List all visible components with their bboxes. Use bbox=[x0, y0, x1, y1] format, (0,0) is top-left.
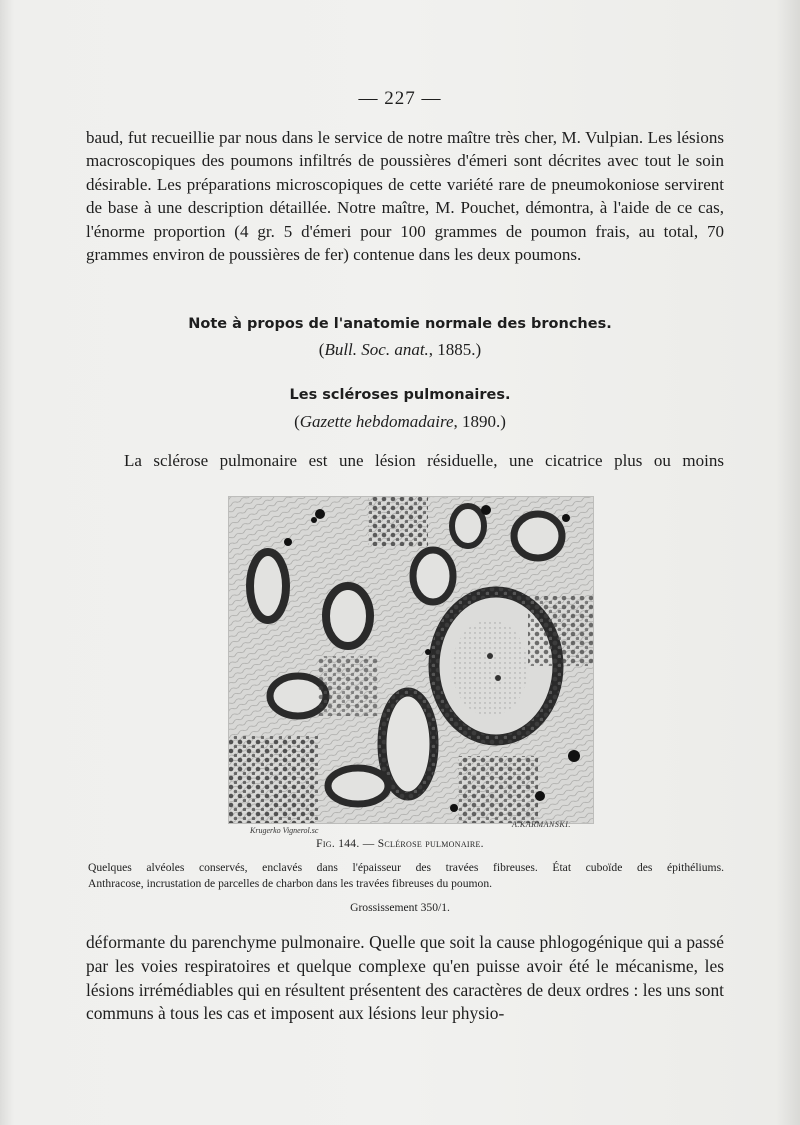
figure-magnification: Grossissement 350/1. bbox=[350, 901, 450, 914]
figure-caption bbox=[0, 838, 800, 850]
citation-open: ( bbox=[318, 340, 325, 359]
citation-close: ) bbox=[475, 340, 482, 359]
section-title-scleroses: Les scléroses pulmonaires. bbox=[289, 387, 511, 403]
section-citation-bronches bbox=[0, 340, 800, 360]
citation-journal: Gazette hebdomadaire bbox=[299, 412, 454, 431]
figure-legend bbox=[88, 860, 724, 891]
top-paragraph: baud, fut recueillie par nous dans le service de notre maître très cher, M. Vulpian. Les lésions macroscopiques des poumons infiltrés de poussières d'émeri sont décrites avec tout le soin désirable. Les préparations microscopiques de cette variété rare de pneumokoniose servirent de base à une description détaillée. Notre maître, M. Pouchet, démontra, à l'aide de ce cas, l'énorme proportion (4 gr. 5 d'émeri pour 100 grammes de poumon frais, au total, 70 grammes environ de poussières de fer) contenue dans les deux poumons. bbox=[86, 128, 724, 265]
intro-line: La sclérose pulmonaire est une lésion résiduelle, une cicatrice plus ou moins bbox=[124, 451, 724, 470]
citation-journal: Bull. Soc. anat. bbox=[324, 340, 429, 359]
artist-signature: A.KARMANSKI. bbox=[512, 820, 571, 829]
bottom-paragraph: déformante du parenchyme pulmonaire. Quelle que soit la cause phlogogénique qui a passé par les voies respiratoires et quelque complexe qu'en puisse avoir été le mécanisme, les lésions irrémédiables qui en résultent présentent des caractères de deux ordres : les uns sont communs à tous les cas et imposent aux lésions leur physio- bbox=[86, 932, 724, 1024]
citation-year: , 1885. bbox=[428, 340, 476, 359]
engraver-signature: Krugerko Vignerol.sc bbox=[250, 826, 319, 835]
histology-illustration bbox=[228, 496, 594, 824]
legend-line-2: Anthracose, incrustation de parcelles de charbon dans les travées fibreuses du poumon. bbox=[88, 876, 493, 890]
citation-open: ( bbox=[294, 412, 300, 431]
figure-title: Sclérose pulmonaire. bbox=[377, 838, 484, 850]
citation-year: , 1890. bbox=[453, 412, 501, 431]
figure-label: Fig. 144. — bbox=[316, 838, 375, 850]
page-number: — 227 — bbox=[358, 88, 442, 109]
histology-figure bbox=[228, 496, 594, 824]
legend-line-1: Quelques alvéoles conservés, enclavés dans l'épaisseur des travées fibreuses. État cuboïde des épithéliums. bbox=[88, 861, 724, 874]
citation-close: ) bbox=[500, 412, 506, 431]
section-citation-scleroses bbox=[0, 412, 800, 432]
section-title-bronches: Note à propos de l'anatomie normale des bronches. bbox=[188, 316, 612, 332]
